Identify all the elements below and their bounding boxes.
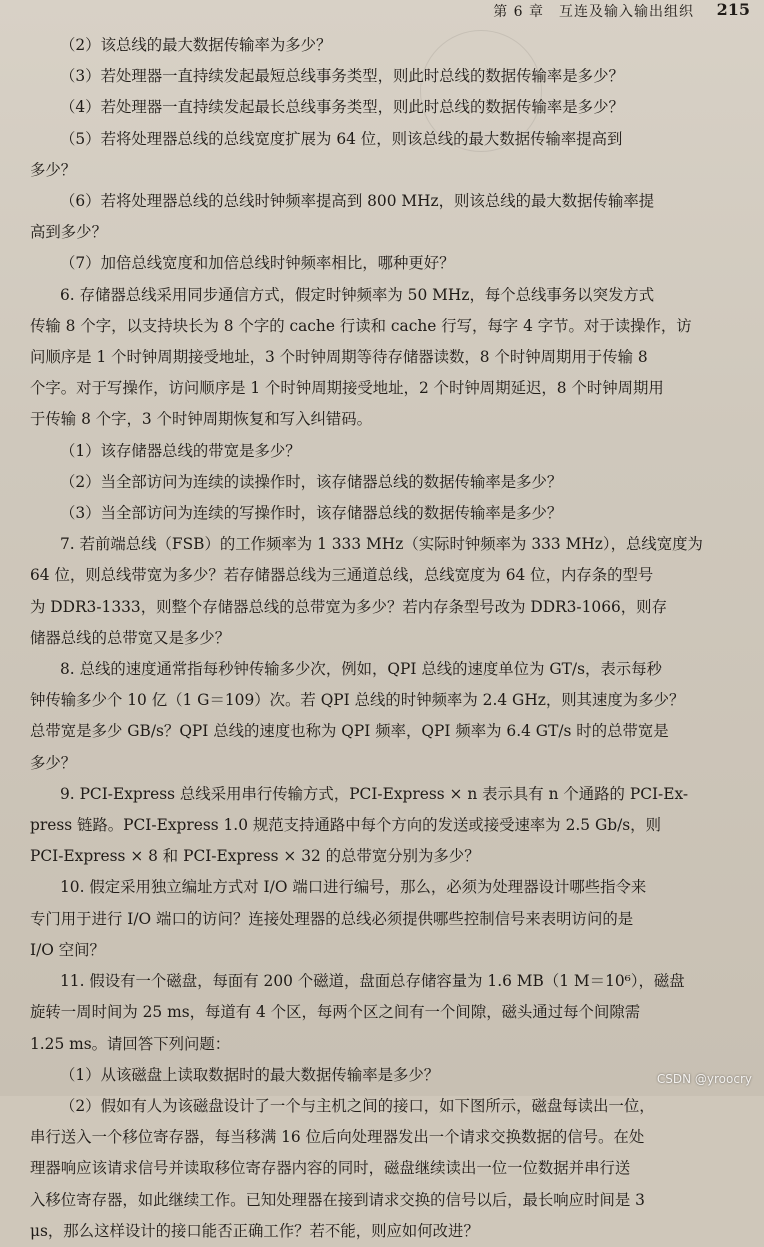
text-line: （5）若将处理器总线的总线宽度扩展为 64 位，则该总线的最大数据传输率提高到 (60, 129, 623, 148)
text-line: 理器响应该请求信号并读取移位寄存器内容的同时，磁盘继续读出一位一位数据并串行送 (30, 1159, 631, 1178)
question-10: 10. 假定采用独立编址方式对 I/O 端口进行编号，那么，必须为处理器设计哪些指令来 (60, 878, 647, 897)
text-line: （4）若处理器一直持续发起最长总线事务类型，则此时总线的数据传输率是多少？ (60, 98, 624, 117)
text-line: 64 位，则总线带宽为多少？若存储器总线为三通道总线，总线宽度为 64 位，内存条的型号 (30, 566, 654, 585)
page-number: 215 (716, 0, 750, 19)
text-line: 专门用于进行 I/O 端口的访问？连接处理器的总线必须提供哪些控制信号来表明访问的是 (30, 909, 634, 928)
text-line: （3）若处理器一直持续发起最短总线事务类型，则此时总线的数据传输率是多少？ (60, 67, 624, 86)
question-9: 9. PCI-Express 总线采用串行传输方式，PCI-Express × n 表示具有 n 个通路的 PCI-Ex- (60, 784, 689, 803)
text-line: 为 DDR3-1333，则整个存储器总线的总带宽为多少？若内存条型号改为 DDR3-1066，则存 (30, 597, 667, 616)
page-body (30, 30, 742, 1247)
text-line: PCI-Express × 8 和 PCI-Express × 32 的总带宽分别为多少？ (30, 847, 480, 866)
question-7: 7. 若前端总线（FSB）的工作频率为 1 333 MHz（实际时钟频率为 333 MHz），总线宽度为 (60, 535, 703, 554)
text-line: 多少？ (30, 160, 77, 179)
text-line: 问顺序是 1 个时钟周期接受地址，3 个时钟周期等待存储器读数，8 个时钟周期用于传输 8 (30, 348, 648, 367)
text-line: （3）当全部访问为连续的写操作时，该存储器总线的数据传输率是多少？ (60, 504, 563, 523)
text-line: I/O 空间？ (30, 940, 105, 959)
text-line: （1）从该磁盘上读取数据时的最大数据传输率是多少？ (60, 1065, 440, 1084)
text-line: 串行送入一个移位寄存器，每当移满 16 位后向处理器发出一个请求交换数据的信号。在处 (30, 1128, 645, 1147)
question-8: 8. 总线的速度通常指每秒钟传输多少次，例如，QPI 总线的速度单位为 GT/s，表示每秒 (60, 660, 662, 679)
text-line: 钟传输多少个 10 亿（1 G＝109）次。若 QPI 总线的时钟频率为 2.4 GHz，则其速度为多少？ (30, 691, 685, 710)
text-line: press 链路。PCI-Express 1.0 规范支持通路中每个方向的发送或接受速率为 2.5 Gb/s，则 (30, 816, 661, 835)
text-line: 总带宽是多少 GB/s？QPI 总线的速度也称为 QPI 频率，QPI 频率为 6.4 GT/s 时的总带宽是 (30, 722, 669, 741)
question-6: 6. 存储器总线采用同步通信方式，假定时钟频率为 50 MHz，每个总线事务以突发方式 (60, 285, 655, 304)
text-line: （2）该总线的最大数据传输率为多少？ (60, 36, 332, 54)
text-line: 高到多少？ (30, 223, 107, 242)
text-line: （2）假如有人为该磁盘设计了一个与主机之间的接口，如下图所示，磁盘每读出一位， (60, 1096, 655, 1115)
text-line: 传输 8 个字，以支持块长为 8 个字的 cache 行读和 cache 行写，每字 4 字节。对于读操作，访 (30, 316, 692, 335)
text-line: 储器总线的总带宽又是多少？ (30, 628, 231, 647)
text-line: 1.25 ms。请回答下列问题： (30, 1034, 231, 1053)
text-line: 旋转一周时间为 25 ms，每道有 4 个区，每两个区之间有一个间隙，磁头通过每个间隙需 (30, 1003, 641, 1022)
watermark: CSDN @yroocry (656, 1072, 752, 1086)
text-line: （6）若将处理器总线的总线时钟频率提高到 800 MHz，则该总线的最大数据传输率提 (60, 192, 655, 211)
text-line: 个字。对于写操作，访问顺序是 1 个时钟周期接受地址，2 个时钟周期延迟，8 个时钟周期用 (30, 379, 664, 398)
text-line: （7）加倍总线宽度和加倍总线时钟频率相比，哪种更好？ (60, 254, 455, 273)
text-line: 入移位寄存器，如此继续工作。已知处理器在接到请求交换的信号以后，最长响应时间是 3 (30, 1190, 645, 1209)
text-line: μs，那么这样设计的接口能否正确工作？若不能，则应如何改进？ (30, 1221, 479, 1240)
question-11: 11. 假设有一个磁盘，每面有 200 个磁道，盘面总存储容量为 1.6 MB（1 M＝10⁶），磁盘 (60, 972, 685, 991)
chapter-title: 第 6 章 互连及输入输出组织 (493, 4, 694, 20)
text-line: （2）当全部访问为连续的读操作时，该存储器总线的数据传输率是多少？ (60, 472, 563, 491)
text-line: 多少？ (30, 753, 77, 772)
running-head (0, 0, 764, 22)
text-line: 于传输 8 个字，3 个时钟周期恢复和写入纠错码。 (30, 410, 373, 429)
text-line: （1）该存储器总线的带宽是多少？ (60, 441, 301, 460)
